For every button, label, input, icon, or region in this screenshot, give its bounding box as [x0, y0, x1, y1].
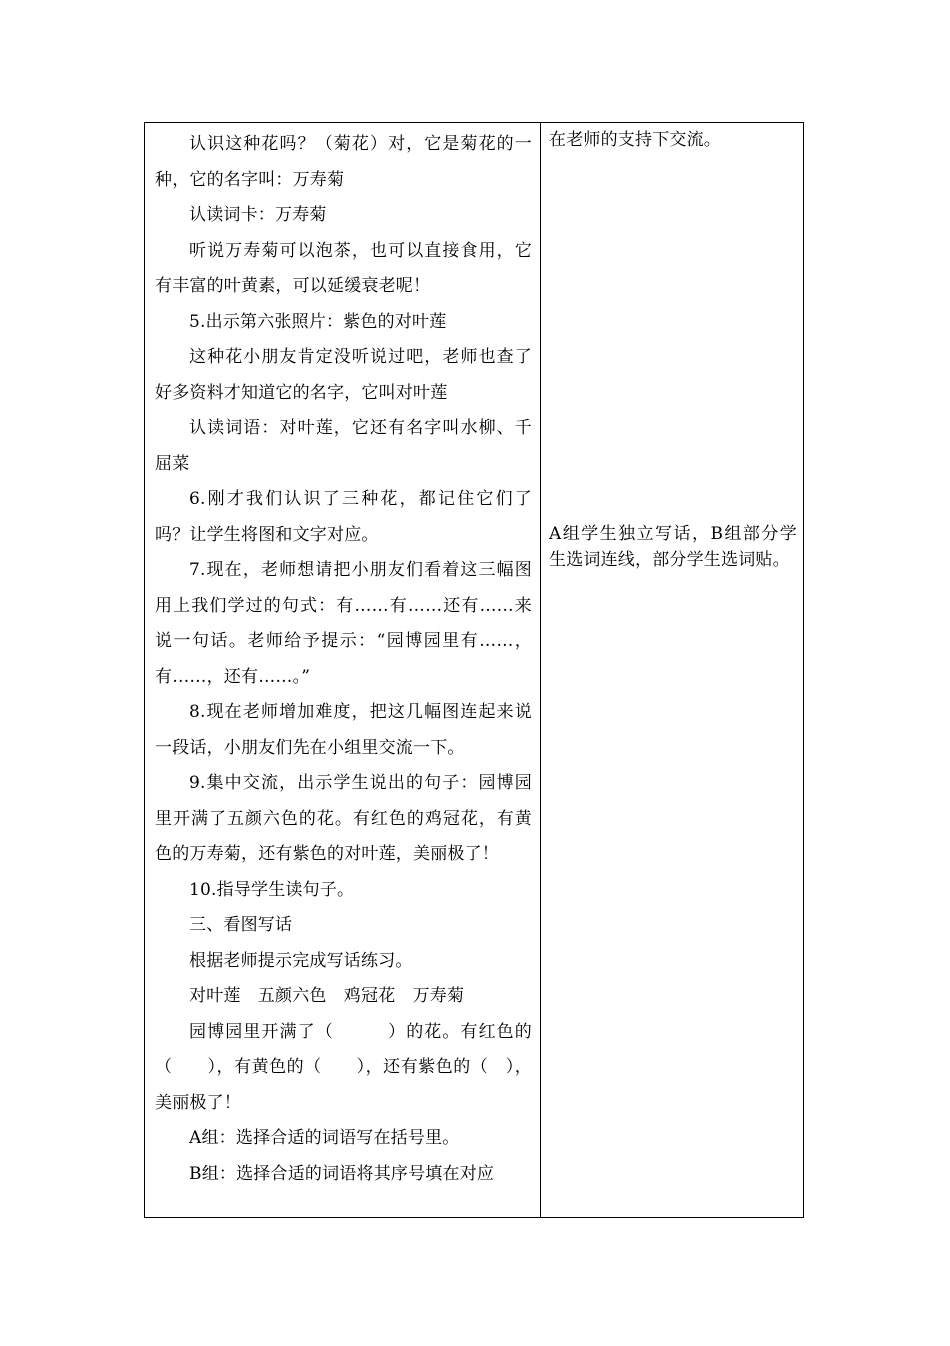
paragraph: 认读词卡：万寿菊 [189, 205, 327, 225]
teaching-process-column [145, 123, 541, 1217]
activity-note-middle: A组学生独立写话，B组部分学生选词连线，部分学生选词贴。 [549, 524, 797, 570]
paragraph: 5.出示第六张照片：紫色的对叶莲 [189, 311, 447, 332]
paragraph: 8.现在老师增加难度，把这几幅图连起来说一段话，小朋友们先在小组里交流一下。 [155, 702, 532, 758]
paragraph: 听说万寿菊可以泡茶，也可以直接食用，它有丰富的叶黄素，可以延缓衰老呢！ [155, 240, 532, 296]
lesson-plan-table [144, 122, 804, 1218]
paragraph: 这种花小朋友肯定没听说过吧，老师也查了好多资料才知道它的名字，它叫对叶莲 [155, 347, 532, 403]
word-bank: 对叶莲 五颜六色 鸡冠花 万寿菊 [189, 986, 465, 1006]
paragraph: 10.指导学生读句子。 [189, 879, 355, 900]
paragraph: 根据老师提示完成写话练习。 [189, 950, 413, 971]
section-heading: 三、看图写话 [189, 915, 293, 935]
paragraph: 认读词语：对叶莲，它还有名字叫水柳、千屈菜 [155, 418, 532, 474]
paragraph: 认识这种花吗？（菊花）对，它是菊花的一种，它的名字叫：万寿菊 [155, 134, 532, 190]
paragraph: A组：选择合适的词语写在括号里。 [189, 1128, 460, 1148]
paragraph: 9.集中交流，出示学生说出的句子：园博园里开满了五颜六色的花。有红色的鸡冠花，有黄色的万寿菊，还有紫色的对叶莲，美丽极了！ [155, 773, 532, 864]
paragraph: 7.现在，老师想请把小朋友们看着这三幅图用上我们学过的句式：有……有……还有……来说一句话。老师给予提示：“园博园里有……，有……，还有……。” [155, 560, 532, 687]
activity-note-top: 在老师的支持下交流。 [549, 130, 721, 150]
paragraph: 6.刚才我们认识了三种花，都记住它们了吗？让学生将图和文字对应。 [155, 489, 532, 545]
fill-in-sentence: 园博园里开满了（ ）的花。有红色的（ ），有黄色的（ ），还有紫色的（ ），美丽极了！ [155, 1021, 532, 1113]
paragraph: B组：选择合适的词语将其序号填在对应 [189, 1163, 495, 1184]
student-activity-column [541, 123, 803, 1217]
